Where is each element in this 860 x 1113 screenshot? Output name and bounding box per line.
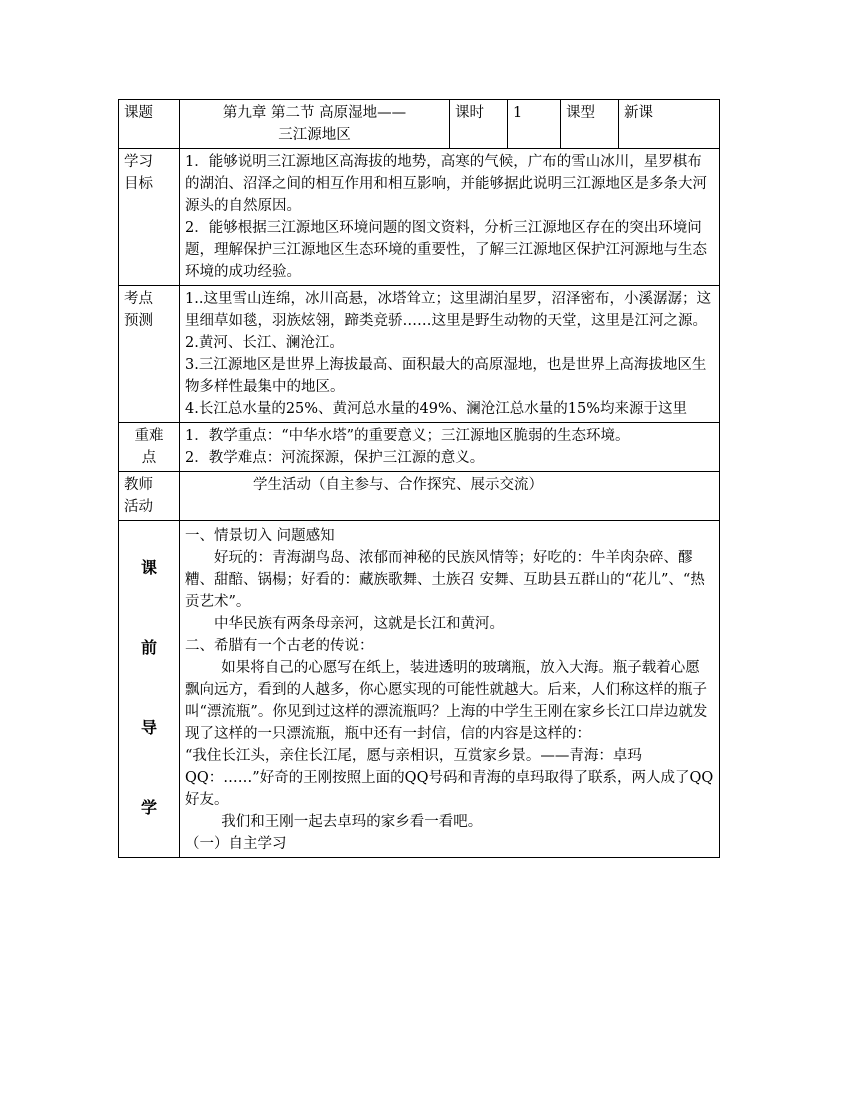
exam-point-item: 2.黄河、长江、澜沧江。 bbox=[185, 335, 344, 351]
topic-line-1: 第九章 第二节 高原湿地—— bbox=[222, 105, 407, 121]
objective-item: 2．能够根据三江源地区环境问题的图文资料，分析三江源地区存在的突出环境问题，理解保护三江源地区生态环境的重要性，了解三江源地区保护江河源地与生态环境的成功经验。 bbox=[185, 220, 707, 280]
topic-label: 课题 bbox=[119, 100, 180, 149]
pre-study-content bbox=[180, 521, 720, 858]
type-value: 新课 bbox=[619, 100, 720, 149]
key-points-content bbox=[180, 423, 720, 472]
paragraph: 好玩的：青海湖鸟岛、浓郁而神秘的民族风情等；好吃的：牛羊肉杂碎、醪糟、甜醅、锅楊；好看的：藏族歌舞、土族召 安舞、互助县五群山的“花儿”、“热贡艺术”。 bbox=[185, 550, 705, 610]
objectives-content bbox=[180, 149, 720, 286]
objectives-row bbox=[119, 149, 720, 286]
section-heading: 一、情景切入 问题感知 bbox=[185, 528, 335, 544]
section-heading: （一）自主学习 bbox=[185, 836, 287, 852]
teacher-activity-label: 教师 活动 bbox=[119, 472, 180, 521]
exam-point-item: 4.长江总水量的25%、黄河总水量的49%、澜沧江总水量的15%均来源于这里 bbox=[185, 401, 688, 417]
section-heading: 二、希腊有一个古老的传说： bbox=[185, 638, 374, 654]
key-point-item: 2．教学难点：河流探源，保护三江源的意义。 bbox=[185, 450, 485, 466]
topic-line-2: 三江源地区 bbox=[278, 127, 351, 143]
topic-value bbox=[180, 100, 450, 149]
activity-header-row bbox=[119, 472, 720, 521]
exam-point-item: 3.三江源地区是世界上海拔最高、面积最大的高原湿地，也是世界上高海拔地区生物多样性最集中的地区。 bbox=[185, 357, 707, 395]
exam-points-content bbox=[180, 286, 720, 423]
student-activity-title: 学生活动（自主参与、合作探究、展示交流） bbox=[180, 472, 720, 521]
exam-point-item: 1..这里雪山连绵，冰川高悬，冰塔耸立；这里湖泊星罗，沼泽密布，小溪潺潺；这里细草如毯，羽族炫翎，蹄类竞骄……这里是野生动物的天堂，这里是江河之源。 bbox=[185, 291, 711, 329]
key-point-item: 1．教学重点：“中华水塔”的重要意义；三江源地区脆弱的生态环境。 bbox=[185, 428, 630, 444]
key-points-row bbox=[119, 423, 720, 472]
objectives-label: 学习 目标 bbox=[119, 149, 180, 286]
exam-points-label: 考点 预测 bbox=[119, 286, 180, 423]
objective-item: 1．能够说明三江源地区高海拔的地势，高寒的气候，广布的雪山冰川，星罗棋布的湖泊、沼泽之间的相互作用和相互影响，并能够据此说明三江源地区是多条大河源头的自然原因。 bbox=[185, 154, 707, 214]
paragraph: “我住长江头，亲住长江尾，愿与亲相识，互赏家乡景。——青海：卓玛QQ：……”好奇的王刚按照上面的QQ号码和青海的卓玛取得了联系，两人成了QQ好友。 bbox=[185, 748, 714, 808]
pre-study-row bbox=[119, 521, 720, 858]
exam-points-row bbox=[119, 286, 720, 423]
paragraph: 如果将自己的心愿写在纸上，装进透明的玻璃瓶，放入大海。瓶子载着心愿飘向远方，看到的人越多，你心愿实现的可能性就越大。后来，人们称这样的瓶子叫“漂流瓶”。你见到过这样的漂流瓶吗？上海的中学生王刚在家乡长江口岸边就发现了这样的一只漂流瓶，瓶中还有一封信，信的内容是这样的： bbox=[185, 660, 708, 742]
paragraph: 我们和王刚一起去卓玛的家乡看一看吧。 bbox=[221, 814, 483, 830]
hours-value: 1 bbox=[508, 100, 561, 149]
paragraph: 中华民族有两条母亲河，这就是长江和黄河。 bbox=[214, 616, 504, 632]
key-points-label: 重难 点 bbox=[119, 423, 180, 472]
header-row bbox=[119, 100, 720, 149]
pre-study-label: 课 前 导 学 bbox=[119, 521, 180, 858]
lesson-plan-table bbox=[118, 99, 720, 858]
hours-label: 课时 bbox=[450, 100, 508, 149]
type-label: 课型 bbox=[561, 100, 619, 149]
